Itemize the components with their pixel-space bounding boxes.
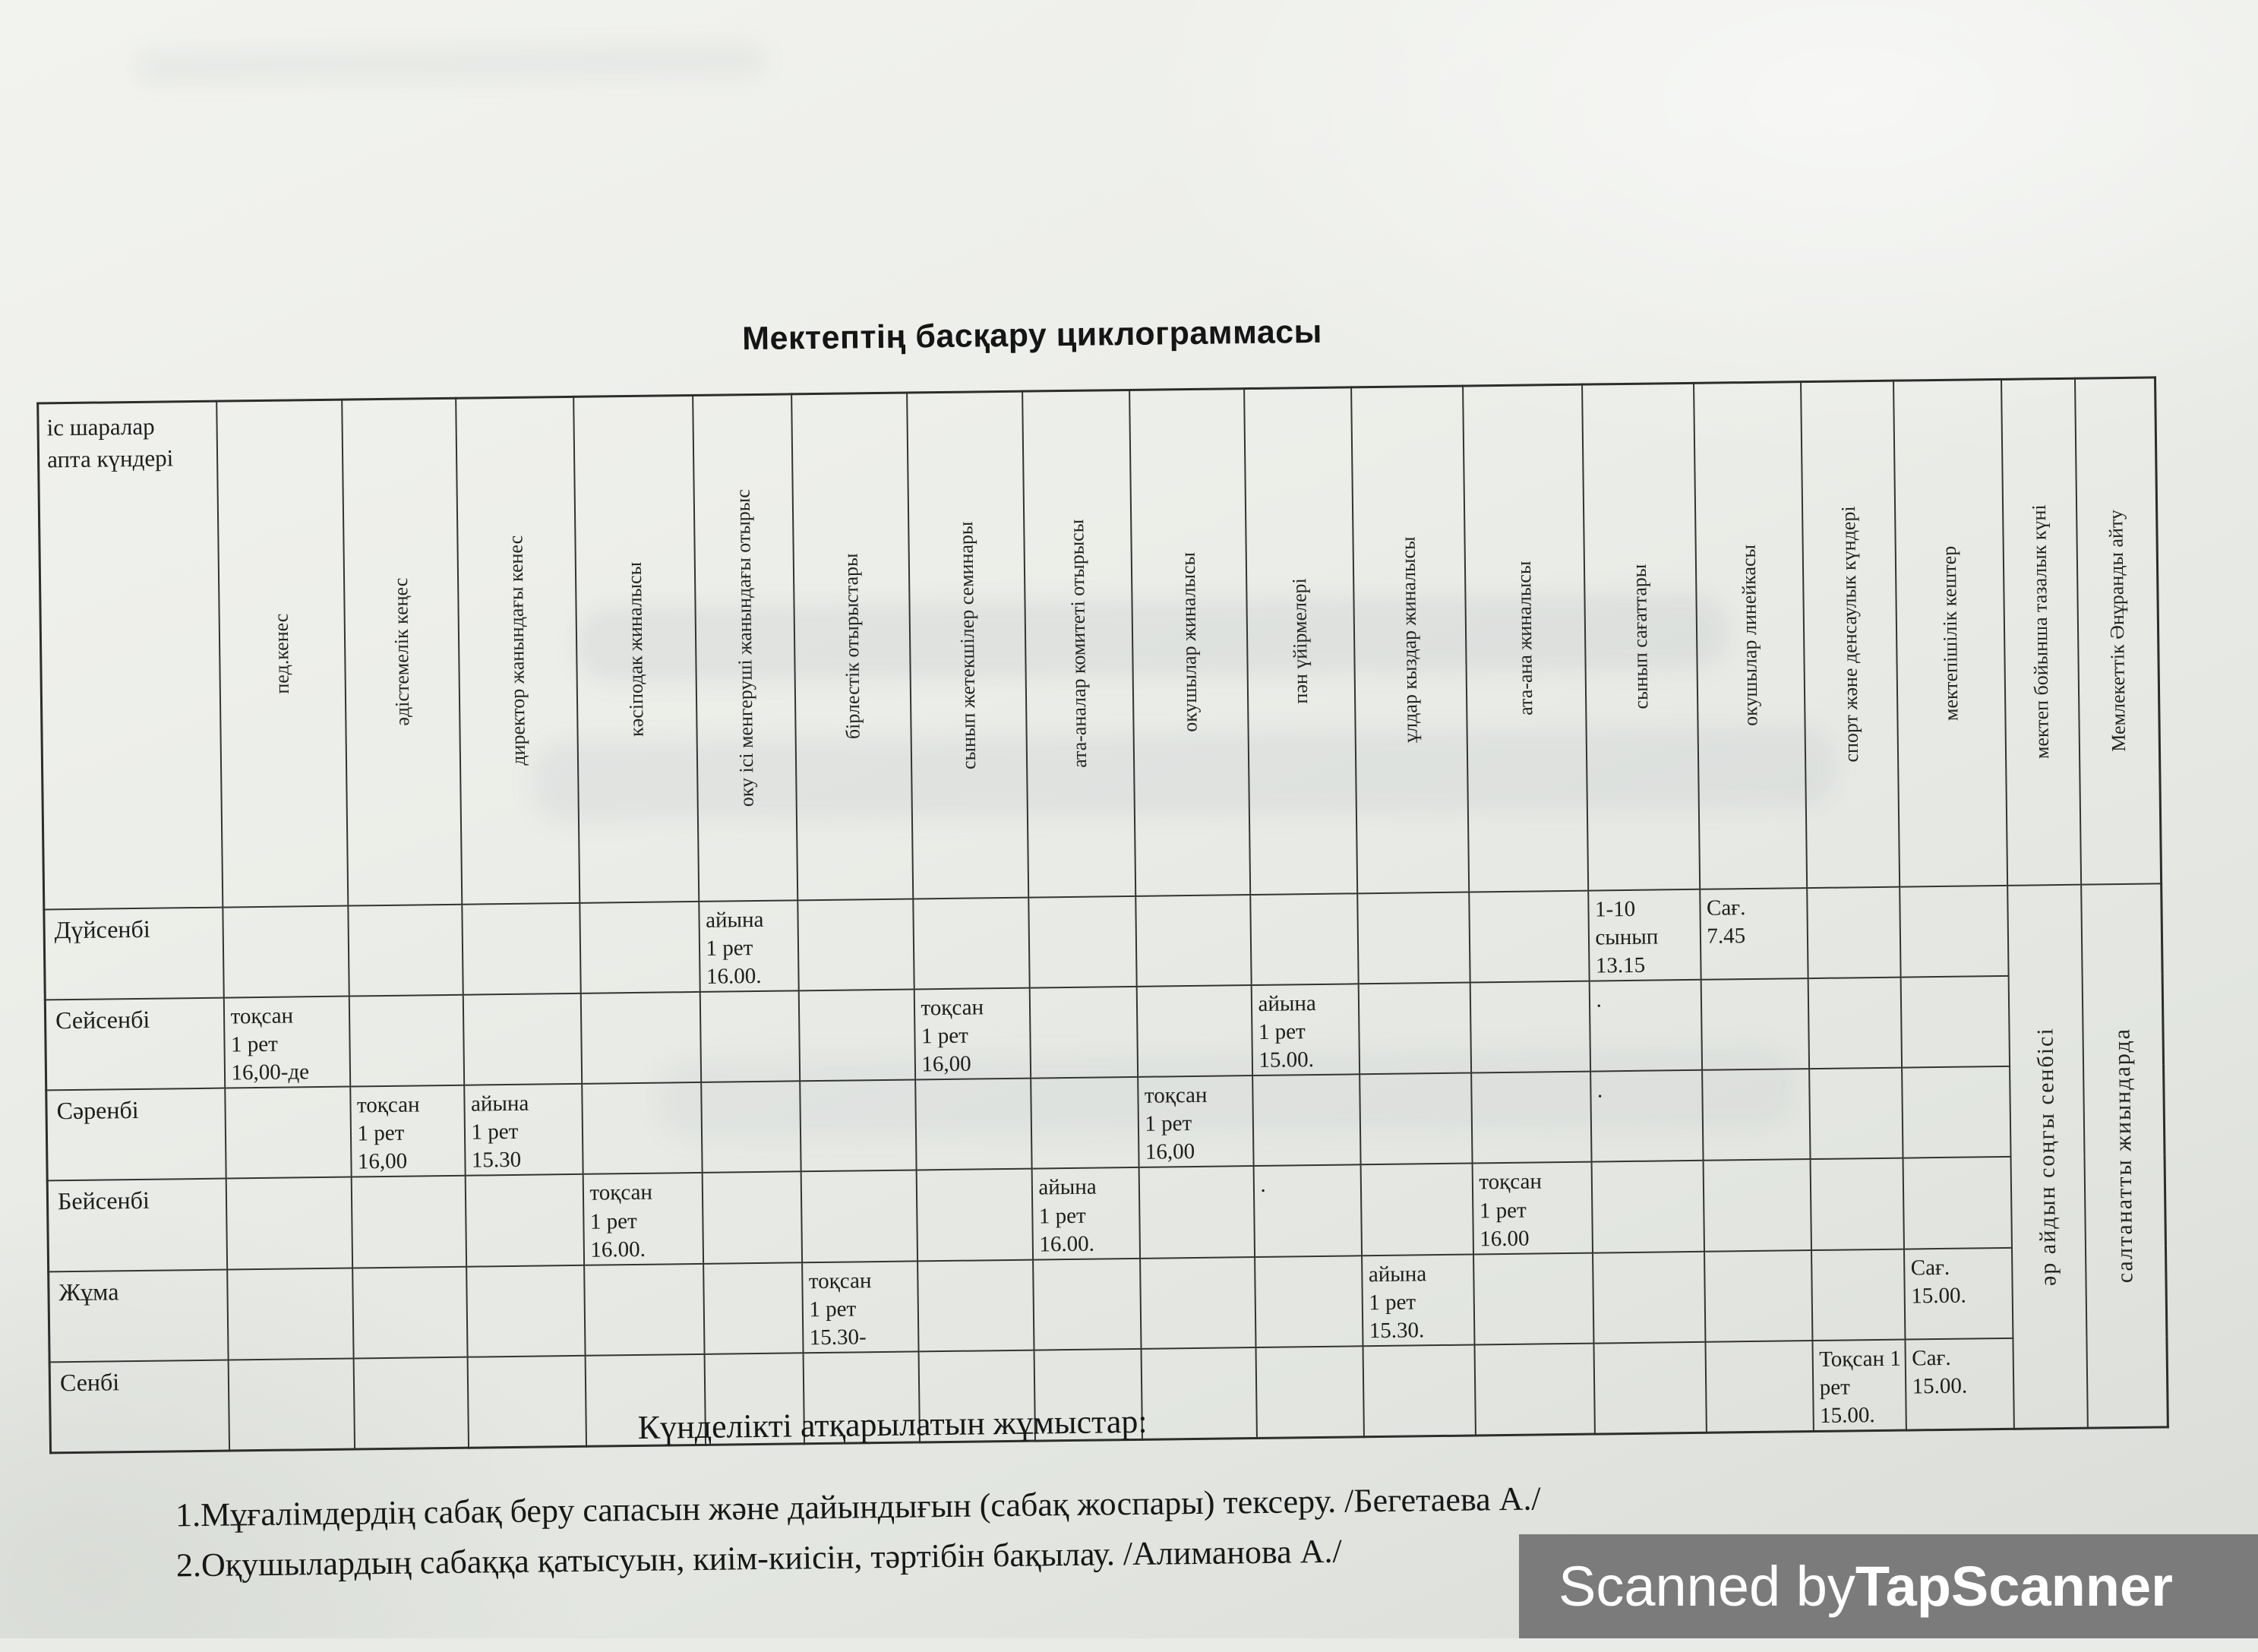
bleed-through-smudge — [135, 44, 766, 84]
cell-r4-c3 — [466, 1265, 585, 1357]
column-header-label: ата-ана жиналысы — [1512, 561, 1537, 716]
cell-r1-c5 — [700, 990, 799, 1082]
cell-r4-c2 — [352, 1267, 467, 1359]
cell-r4-c12 — [1473, 1252, 1593, 1344]
column-header-12 — [1463, 384, 1588, 892]
cell-r3-c12: тоқсан 1 рет 16.00 — [1472, 1162, 1592, 1254]
column-header-label: ұлдар кыздар жиналысы — [1397, 536, 1422, 744]
cell-r1-c7: тоқсан 1 рет 16,00 — [914, 987, 1030, 1079]
cell-r4-c14 — [1704, 1250, 1812, 1342]
cell-r2-c15 — [1809, 1068, 1903, 1160]
column-header-label: әдістемелік кеңес — [389, 577, 413, 727]
day-label: Жұма — [49, 1269, 228, 1362]
column-header-8 — [1022, 390, 1135, 897]
column-header-label: директор жанындағы кенес — [504, 535, 530, 766]
cell-r3-c15 — [1810, 1158, 1903, 1250]
column-header-label: ата-аналар комитеті отырысы — [1066, 519, 1091, 769]
column-header-18 — [2075, 377, 2162, 884]
cell-r0-c9 — [1135, 895, 1251, 987]
cell-r0-c4 — [580, 901, 700, 993]
cell-r1-c2 — [349, 995, 463, 1087]
cell-r4-c9 — [1140, 1257, 1255, 1349]
cell-r3-c8: айына 1 рет 16.00. — [1031, 1167, 1139, 1259]
cell-r3-c4: тоқсан 1 рет 16.00. — [583, 1173, 703, 1265]
day-label: Сенбі — [49, 1360, 229, 1454]
cell-r2-c8 — [1031, 1077, 1138, 1169]
cell-r3-c7 — [916, 1169, 1032, 1261]
cell-r3-c10: . — [1253, 1165, 1361, 1257]
cell-r5-c10 — [1255, 1346, 1363, 1439]
column-header-17 — [2001, 378, 2081, 885]
cell-r0-c5: айына 1 рет 16.00. — [699, 900, 798, 992]
cell-r3-c1 — [226, 1177, 352, 1269]
cell-r2-c9: тоқсан 1 рет 16,00 — [1138, 1076, 1253, 1167]
cell-r3-c9 — [1138, 1167, 1254, 1259]
merged-cell-cleanup-day — [2007, 884, 2088, 1429]
cell-r4-c8 — [1033, 1259, 1141, 1350]
cell-r5-c2 — [353, 1357, 468, 1450]
cell-r1-c1: тоқсан 1 рет 16,00-де — [223, 996, 349, 1088]
cell-r1-c13: . — [1589, 980, 1701, 1072]
cell-r0-c11 — [1357, 892, 1470, 984]
cell-r4-c1 — [227, 1268, 353, 1360]
column-header-4 — [573, 395, 699, 902]
cell-r1-c3 — [463, 993, 581, 1085]
column-header-10 — [1244, 387, 1357, 895]
cell-r5-c16: Сағ. 15.00. — [1905, 1338, 2013, 1431]
cell-r2-c14 — [1702, 1069, 1810, 1161]
cell-r1-c16 — [1900, 976, 2009, 1068]
cell-r2-c5 — [701, 1081, 801, 1173]
cell-r0-c2 — [348, 904, 463, 996]
column-header-6 — [791, 393, 913, 900]
cell-r2-c2: тоқсан 1 рет 16,00 — [350, 1085, 465, 1177]
badge-prefix-text: Scanned by — [1558, 1555, 1855, 1618]
cell-r0-c12 — [1469, 890, 1589, 982]
column-header-label: Мемлекеттік Әнұранды айту — [2105, 510, 2130, 753]
column-header-16 — [1893, 379, 2007, 886]
merged-cell-anthem — [2081, 883, 2168, 1429]
cell-r4-c10 — [1255, 1256, 1363, 1347]
cell-r3-c5 — [702, 1172, 801, 1264]
cell-r1-c6 — [798, 989, 914, 1081]
column-header-1 — [216, 400, 348, 907]
cell-r1-c11 — [1358, 982, 1470, 1074]
merged-cell-cleanup-day-label: әр айдын соңгы сенбісі — [2032, 1027, 2061, 1287]
cell-r0-c13: 1-10 сынып 13.15 — [1588, 889, 1701, 981]
cell-r5-c9 — [1141, 1347, 1256, 1440]
cell-r2-c12 — [1471, 1072, 1591, 1164]
header-row — [38, 377, 2162, 909]
cell-r3-c2 — [351, 1176, 466, 1268]
page-title: Мектептің басқару циклограммасы — [741, 313, 1323, 358]
cell-r3-c11 — [1360, 1164, 1473, 1256]
cell-r5-c3 — [467, 1356, 586, 1448]
corner-header: іс шаралар апта күндері — [38, 401, 223, 909]
cyclogram-table — [36, 376, 2169, 1454]
column-header-15 — [1801, 381, 1900, 887]
cell-r2-c10 — [1252, 1074, 1360, 1166]
cell-r5-c14 — [1705, 1341, 1813, 1433]
cell-r4-c5 — [703, 1262, 803, 1354]
cell-r1-c12 — [1470, 981, 1590, 1072]
column-header-label: оку ісі менгеруші жанындағы отырыс — [731, 488, 758, 807]
cell-r1-c9 — [1136, 985, 1252, 1077]
column-header-14 — [1694, 382, 1807, 889]
cell-r4-c16: Сағ. 15.00. — [1903, 1248, 2012, 1340]
cell-r3-c16 — [1903, 1157, 2011, 1249]
cell-r0-c7 — [913, 897, 1029, 989]
cell-r1-c8 — [1029, 987, 1137, 1079]
cell-r2-c3: айына 1 рет 15.30 — [464, 1084, 583, 1176]
day-label: Бейсенбі — [47, 1179, 226, 1271]
column-header-label: мектеп бойынша тазалык күні — [2028, 504, 2054, 760]
cell-r1-c4 — [580, 992, 700, 1084]
cell-r3-c14 — [1703, 1160, 1811, 1252]
column-header-13 — [1582, 383, 1700, 890]
cell-r3-c6 — [801, 1170, 917, 1262]
cell-r2-c7 — [915, 1079, 1031, 1170]
cell-r5-c15: Тоқсан 1 рет 15.00. — [1812, 1340, 1906, 1432]
cell-r0-c10 — [1250, 893, 1358, 985]
column-header-label: окушылар жиналысы — [1176, 552, 1202, 733]
cell-r4-c15 — [1811, 1249, 1904, 1341]
cell-r1-c14 — [1701, 978, 1808, 1070]
tapscanner-badge — [1519, 1534, 2258, 1638]
cell-r0-c6 — [797, 899, 914, 990]
cell-r2-c1 — [225, 1087, 351, 1179]
cell-r5-c12 — [1474, 1344, 1594, 1436]
badge-brand-text: TapScanner — [1855, 1555, 2173, 1618]
column-header-11 — [1351, 386, 1469, 893]
column-header-label: пән үйірмелері — [1288, 578, 1312, 704]
cell-r2-c13: . — [1590, 1070, 1703, 1162]
cell-r0-c8 — [1028, 895, 1136, 987]
cell-r1-c15 — [1808, 977, 1901, 1069]
cell-r4-c13 — [1593, 1252, 1705, 1344]
cell-r0-c14: Сағ. 7.45 — [1700, 888, 1808, 980]
column-header-label: сынып сағаттары — [1628, 564, 1653, 710]
column-header-9 — [1129, 389, 1250, 896]
cell-r4-c6: тоқсан 1 рет 15.30- — [802, 1261, 918, 1353]
day-label: Сейсенбі — [45, 997, 224, 1090]
column-header-label: спорт және денсаулык күндері — [1836, 506, 1862, 763]
cell-r0-c1 — [223, 905, 349, 997]
column-header-label: кәсіподак жиналысы — [623, 561, 648, 737]
cell-r0-c15 — [1807, 886, 1900, 978]
merged-cell-anthem-label: салтанатты жиындарда — [2109, 1028, 2138, 1284]
column-header-2 — [342, 398, 462, 905]
daily-task-item: 2.Оқушылардың сабаққа қатысуын, киім-киісін, тәртібін бақылау. /Алиманова А./ — [175, 1532, 1342, 1584]
column-header-7 — [907, 391, 1028, 899]
cell-r3-c13 — [1591, 1161, 1704, 1252]
column-header-5 — [693, 394, 797, 902]
cell-r0-c3 — [462, 902, 580, 994]
column-header-label: сынып жетекшілер семинары — [954, 520, 980, 769]
day-label: Дүйсенбі — [44, 907, 223, 1000]
column-header-label: окушылар линейкасы — [1737, 545, 1762, 727]
cell-r4-c7 — [917, 1259, 1034, 1351]
cell-r4-c4 — [584, 1264, 704, 1356]
cell-r5-c13 — [1593, 1342, 1706, 1435]
cell-r5-c11 — [1363, 1345, 1475, 1438]
daily-tasks-heading: Күнделікті атқарылатын жұмыстар: — [637, 1402, 1148, 1446]
cell-r2-c4 — [582, 1082, 702, 1174]
cell-r0-c16 — [1900, 885, 2008, 977]
cell-r5-c1 — [228, 1359, 354, 1451]
day-label: Сәренбі — [46, 1088, 226, 1181]
cell-r2-c11 — [1360, 1073, 1472, 1165]
cell-r2-c16 — [1902, 1066, 2010, 1158]
column-header-label: мектепішілік кештер — [1937, 545, 1962, 721]
cell-r3-c3 — [465, 1174, 583, 1266]
column-header-label: бірлестік отырыстары — [839, 553, 864, 740]
cell-r2-c6 — [800, 1080, 916, 1172]
column-header-label: пед.кенес — [270, 613, 293, 694]
daily-task-item: 1.Мұғалімдердің сабақ беру сапасын және дайындығын (сабақ жоспары) тексеру. /Бегетаева А./ — [175, 1480, 1541, 1534]
cell-r4-c11: айына 1 рет 15.30. — [1362, 1254, 1474, 1346]
column-header-3 — [456, 396, 580, 904]
cell-r1-c10: айына 1 рет 15.00. — [1251, 984, 1359, 1076]
